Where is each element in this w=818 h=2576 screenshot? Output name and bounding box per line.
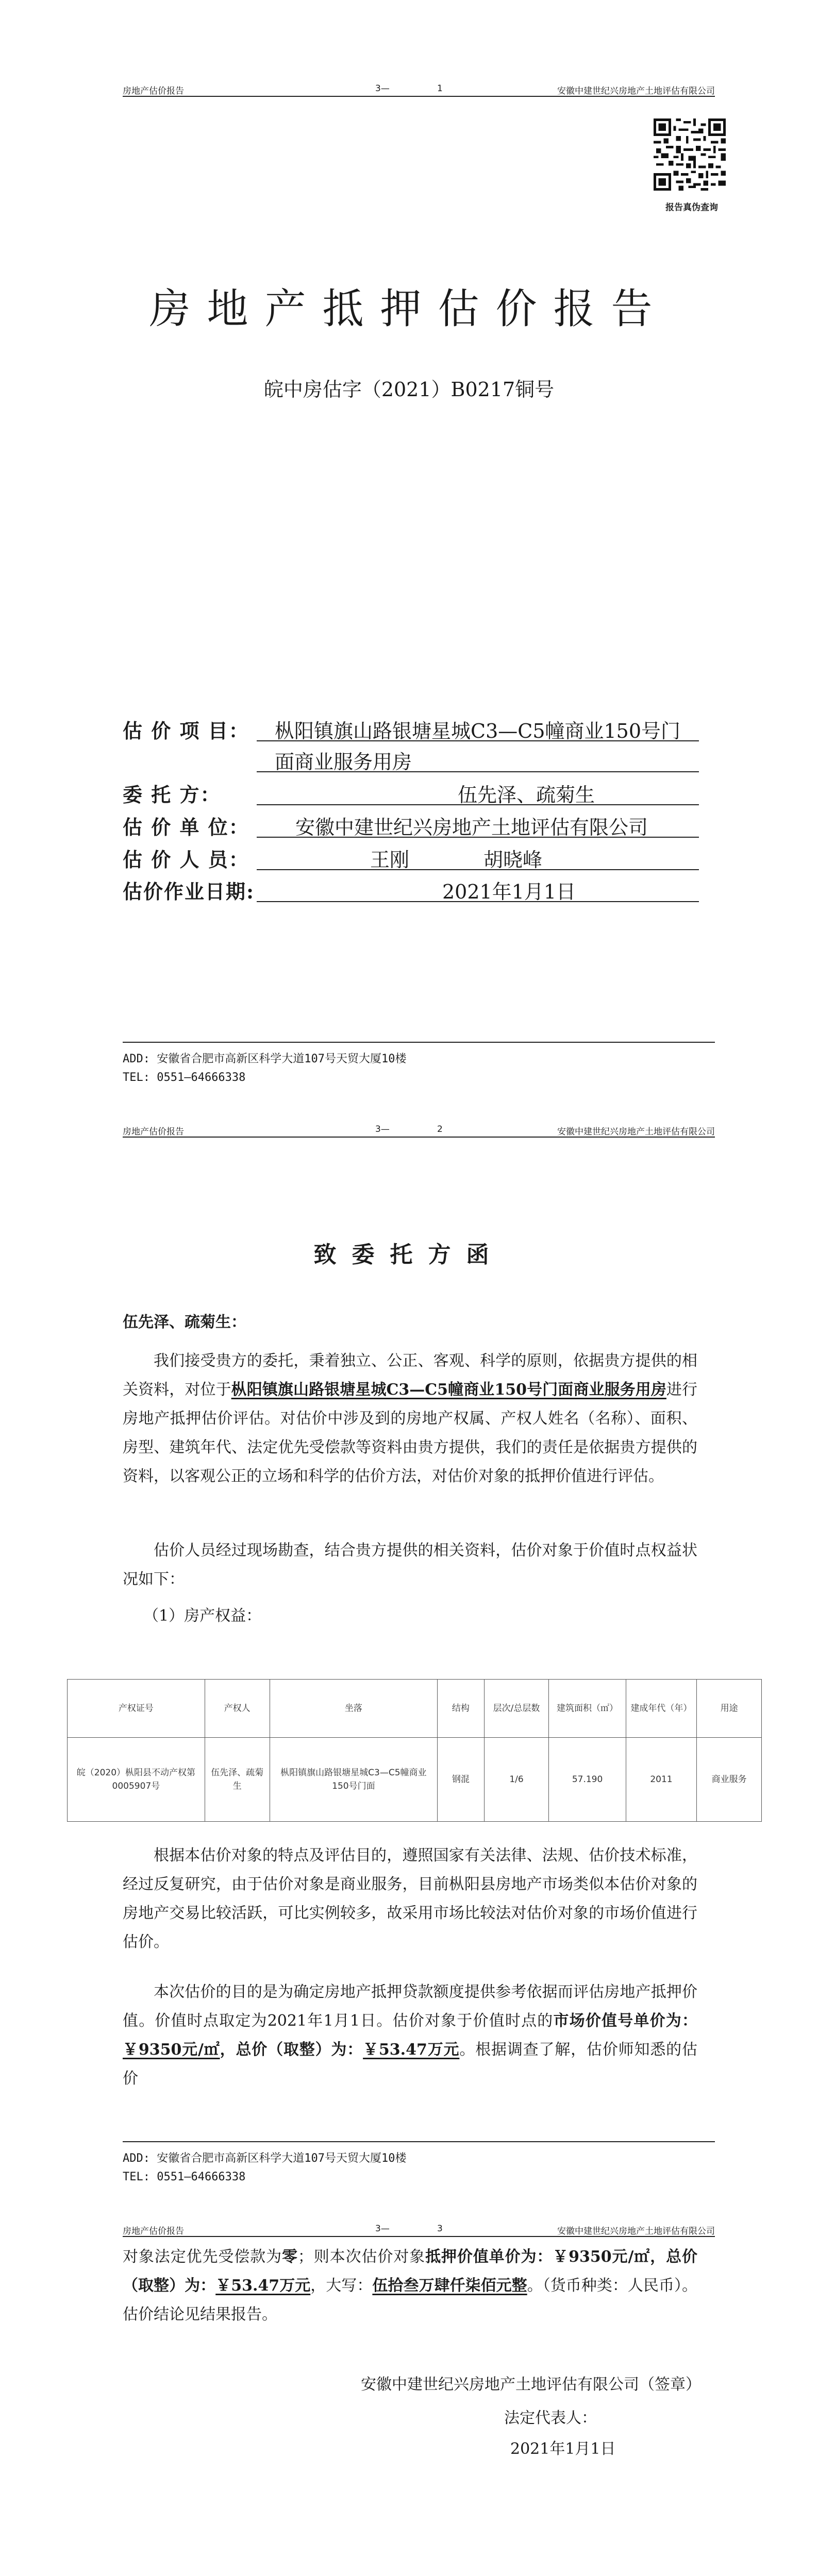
field-unit-label: 估 价 单 位： [123,816,249,839]
th-usage: 用途 [697,1680,762,1738]
table-header-row [68,1680,762,1738]
td-owner: 伍先泽、疏菊生 [205,1738,270,1822]
running-header [123,2223,715,2237]
header-right: 安徽中建世纪兴房地产土地评估有限公司 [557,86,715,96]
page-letter-continued [0,2199,818,2576]
letter-salutation: 伍先泽、疏菊生： [123,1313,246,1331]
p5-unit-price-label: 市场价值号单价为： [553,2012,697,2030]
report-title: 房地产抵押估价报告 [149,285,669,333]
p5-total-price: ￥53.47万元 [363,2041,460,2059]
sign-company: 安徽中建世纪兴房地产土地评估有限公司（签章） [361,2376,701,2394]
underline [257,771,699,772]
p6-text-a: 对象法定优先受偿款为 [123,2248,282,2266]
field-staff-value-1: 王刚 [370,849,410,871]
footer [123,1042,715,1087]
p6-total-price: ￥53.47万元 [215,2277,311,2295]
p6-text-g: ，大写： [310,2277,373,2295]
p5-text-f: 。根据调查了解，估价师知悉的估价 [123,2041,697,2088]
field-date-value: 2021年1月1日 [442,880,576,903]
running-header [123,1123,715,1138]
td-structure: 钢混 [438,1738,485,1822]
th-cert-no: 产权证号 [68,1680,205,1738]
th-area: 建筑面积（㎡） [549,1680,626,1738]
field-unit-value: 安徽中建世纪兴房地产土地评估有限公司 [295,816,648,839]
td-location: 枞阳镇旗山路银塘星城C3—C5幢商业150号门面 [270,1738,438,1822]
th-floor: 层次/总层数 [484,1680,549,1738]
qr-label: 报告真伪查询 [665,202,718,213]
p6-total-label: ，总价（取整）为： [123,2248,698,2295]
underline [257,740,699,741]
underline [257,837,699,838]
header-left: 房地产估价报告 [123,2226,184,2236]
header-right: 安徽中建世纪兴房地产土地评估有限公司 [557,2226,715,2236]
th-owner: 产权人 [205,1680,270,1738]
sign-date: 2021年1月1日 [510,2440,616,2458]
header-left: 房地产估价报告 [123,86,184,96]
p5-text-a: 本次估价的目的是为确定房地产抵押贷款额度提供参考依据而评估房地产抵押价值。价值时点取定为2021年1月1日。估价对象于价值时点的 [123,1983,697,2030]
header-right: 安徽中建世纪兴房地产土地评估有限公司 [557,1127,715,1137]
letter-paragraph-3: （1）房产权益： [143,1607,262,1625]
p5-total-label: ，总价（取整）为： [220,2041,363,2059]
header-page-sep: 3— [375,83,390,94]
th-location: 坐落 [270,1680,438,1738]
footer-tel: TEL: 0551—64666338 [123,1071,246,1084]
p6-priority-amount: 零 [281,2248,298,2266]
footer-address: ADD: 安徽省合肥市高新区科学大道107号天贸大厦10楼 [123,2152,407,2165]
td-cert-no: 皖（2020）枞阳县不动产权第0005907号 [68,1738,205,1822]
td-usage: 商业服务 [697,1738,762,1822]
td-built-year: 2011 [626,1738,697,1822]
running-header [123,82,715,97]
p1-text-c: 进行房地产抵押估价评估。对估价中涉及到的房地产权属、产权人姓名（名称）、面积、房型、建筑年代、法定优先受偿款等资料由贵方提供，我们的责任是依据贵方提供的资料，以客观公正的立场和科学的估价方法，对估价对象的抵押价值进行评估。 [123,1381,698,1485]
letter-paragraph-5 [123,1978,697,2093]
table-row [68,1738,762,1822]
field-project-value-2: 面商业服务用房 [275,751,412,773]
page-cover [0,0,818,1099]
letter-paragraph-2: 估价人员经过现场勘查，结合贵方提供的相关资料，估价对象于价值时点权益状况如下： [123,1541,697,1588]
header-page-sep: 3— [375,1124,390,1134]
property-rights-table [67,1679,762,1822]
p5-unit-price: ￥9350元/㎡ [123,2041,220,2059]
field-client-label: 委 托 方： [123,783,221,806]
field-staff-label: 估 价 人 员： [123,848,249,871]
letter-paragraph-1 [123,1347,697,1491]
field-project-value-1: 枞阳镇旗山路银塘星城C3—C5幢商业150号门 [275,720,681,742]
page-letter [0,1099,818,2199]
p6-unit-price: 抵押价值单价为：￥9350元/㎡ [425,2248,650,2266]
footer-tel: TEL: 0551—64666338 [123,2171,246,2183]
field-date-label: 估价作业日期: [123,880,255,903]
underline [257,804,699,805]
footer-address: ADD: 安徽省合肥市高新区科学大道107号天贸大厦10楼 [123,1053,407,1065]
p6-total-in-words: 伍拾叁万肆仟柒佰元整 [372,2277,527,2295]
td-floor: 1/6 [484,1738,549,1822]
underline [257,901,699,902]
letter-title: 致委托方函 [313,1242,505,1268]
field-project-label: 估 价 项 目： [123,719,249,742]
field-staff-value-2: 胡晓峰 [483,849,543,871]
p1-property-address: 枞阳镇旗山路银塘星城C3—C5幢商业150号门面商业服务用房 [231,1381,666,1399]
p6-text-i: 。（货币种类：人民币）。估价结论见结果报告。 [123,2277,698,2324]
header-page-num: 1 [437,83,443,94]
header-left: 房地产估价报告 [123,1127,184,1137]
footer [123,2141,715,2187]
field-client-value: 伍先泽、疏菊生 [458,784,595,806]
td-area: 57.190 [549,1738,626,1822]
underline [257,869,699,870]
header-page-num: 3 [437,2224,443,2234]
header-page-num: 2 [437,1124,443,1134]
letter-paragraph-6 [123,2243,697,2329]
th-built-year: 建成年代（年） [626,1680,697,1738]
letter-paragraph-4: 根据本估价对象的特点及评估目的，遵照国家有关法律、法规、估价技术标准，经过反复研究，由于估价对象是商业服务，目前枞阳县房地产市场类似本估价对象的房地产交易比较活跃，可比实例较多，故采用市场比较法对估价对象的市场价值进行估价。 [123,1846,697,1951]
p6-text-c: ；则本次估价对象 [297,2248,426,2266]
report-number: 皖中房估字（2021）B0217铜号 [263,378,555,401]
qr-code-icon[interactable] [654,118,726,191]
header-page-sep: 3— [375,2224,390,2234]
sign-representative: 法定代表人： [504,2409,597,2427]
th-structure: 结构 [438,1680,485,1738]
p1-text-a: 我们接受贵方的委托，秉着独立、公正、客观、科学的原则，依据贵方提供的相关资料，对位于 [123,1352,697,1399]
